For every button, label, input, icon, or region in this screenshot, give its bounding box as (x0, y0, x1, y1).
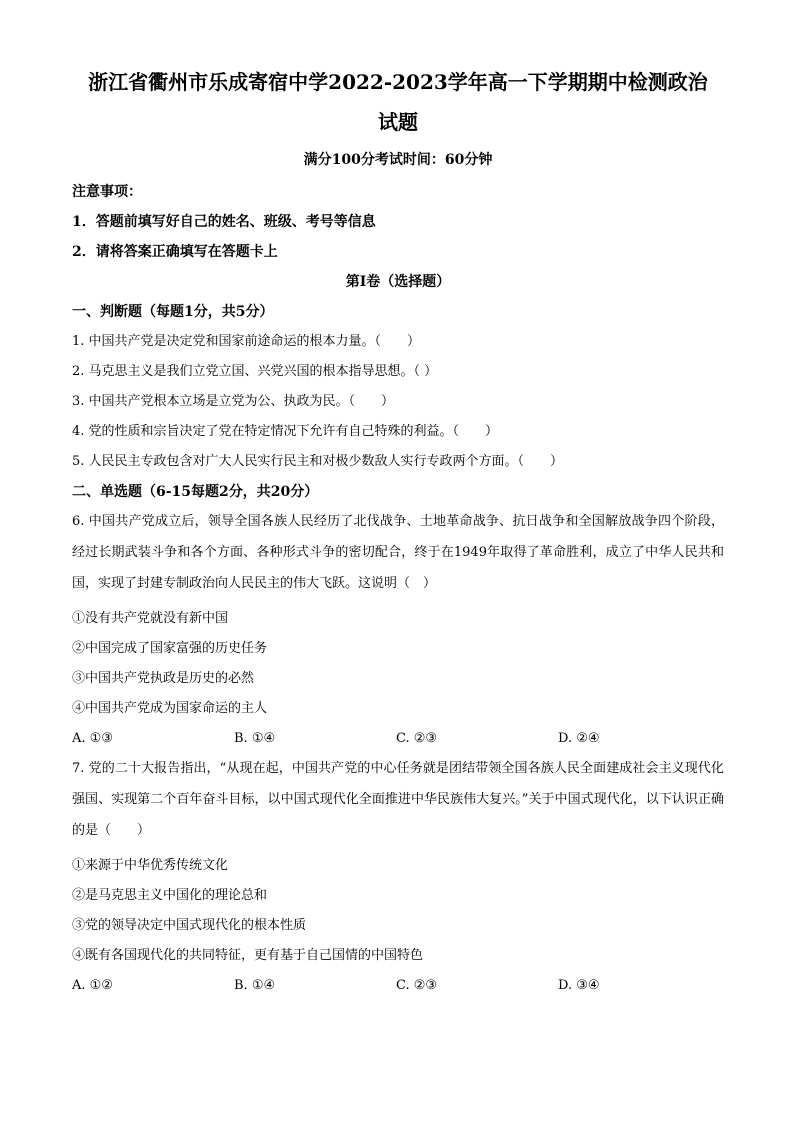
volume-title: 第I卷（选择题） (345, 274, 451, 290)
choice-d: D. ②④ (558, 731, 600, 746)
question-item: 3. 中国共产党根本立场是立党为公、执政为民。（ ） (72, 394, 395, 409)
question-6-option: ①没有共产党就没有新中国 (72, 611, 229, 626)
question-6-stem: 6. 中国共产党成立后，领导全国各族人民经历了北伐战争、土地革命战争、抗日战争和全国解放战争四个阶段，经过长期武装斗争和各个方面、各种形式斗争的密切配合，终于在1949年取得了革命胜利，成立了中华人民共和国，实现了封建专制政治向人民民主的伟大飞跃。这说明（ ） (72, 514, 724, 591)
notice-item: 2．请将答案正确填写在答题卡上 (72, 244, 278, 260)
question-6-choices (72, 729, 724, 749)
notice-heading: 注意事项： (72, 184, 142, 200)
choice-c: C. ②③ (396, 731, 438, 746)
exam-page (72, 62, 724, 996)
question-7-option: ③党的领导决定中国式现代化的根本性质 (72, 918, 307, 933)
section-heading-true-false: 一、判断题（每题1分，共5分） (72, 304, 274, 320)
question-item: 1. 中国共产党是决定党和国家前途命运的根本力量。（ ） (72, 334, 421, 349)
question-6-option: ③中国共产党执政是历史的必然 (72, 671, 255, 686)
choice-b: B. ①④ (234, 731, 276, 746)
exam-subtitle: 满分100分考试时间：60分钟 (303, 152, 493, 168)
choice-b: B. ①④ (234, 978, 276, 993)
question-6-option: ④中国共产党成为国家命运的主人 (72, 701, 268, 716)
question-7-stem: 7. 党的二十大报告指出，“从现在起，中国共产党的中心任务就是团结带领全国各族人民全面建成社会主义现代化强国、实现第二个百年奋斗目标，以中国式现代化全面推进中华民族伟大复兴。”关于中国式现代化，以下认识正确的是（ ） (72, 761, 724, 838)
exam-title-line2: 试题 (378, 110, 418, 134)
question-7-option: ④既有各国现代化的共同特征，更有基于自己国情的中国特色 (72, 948, 424, 963)
question-item: 5. 人民民主专政包含对广大人民实行民主和对极少数敌人实行专政两个方面。（ ） (72, 454, 564, 469)
exam-title-line1: 浙江省衢州市乐成寄宿中学2022-2023学年高一下学期期中检测政治 (88, 70, 708, 94)
question-7-choices (72, 976, 724, 996)
choice-a: A. ①② (72, 978, 113, 993)
choice-a: A. ①③ (72, 731, 113, 746)
choice-d: D. ③④ (558, 978, 600, 993)
section-heading-single-choice: 二、单选题（6-15每题2分，共20分） (72, 484, 319, 500)
exam-title (72, 62, 724, 142)
question-item: 4. 党的性质和宗旨决定了党在特定情况下允许有自己特殊的利益。（ ） (72, 424, 499, 439)
choice-c: C. ②③ (396, 978, 438, 993)
question-7-option: ①来源于中华优秀传统文化 (72, 858, 229, 873)
question-item: 2. 马克思主义是我们立党立国、兴党兴国的根本指导思想。（ ） (72, 364, 438, 379)
question-6-option: ②中国完成了国家富强的历史任务 (72, 641, 268, 656)
notice-item: 1．答题前填写好自己的姓名、班级、考号等信息 (72, 214, 376, 230)
question-7-option: ②是马克思主义中国化的理论总和 (72, 888, 268, 903)
